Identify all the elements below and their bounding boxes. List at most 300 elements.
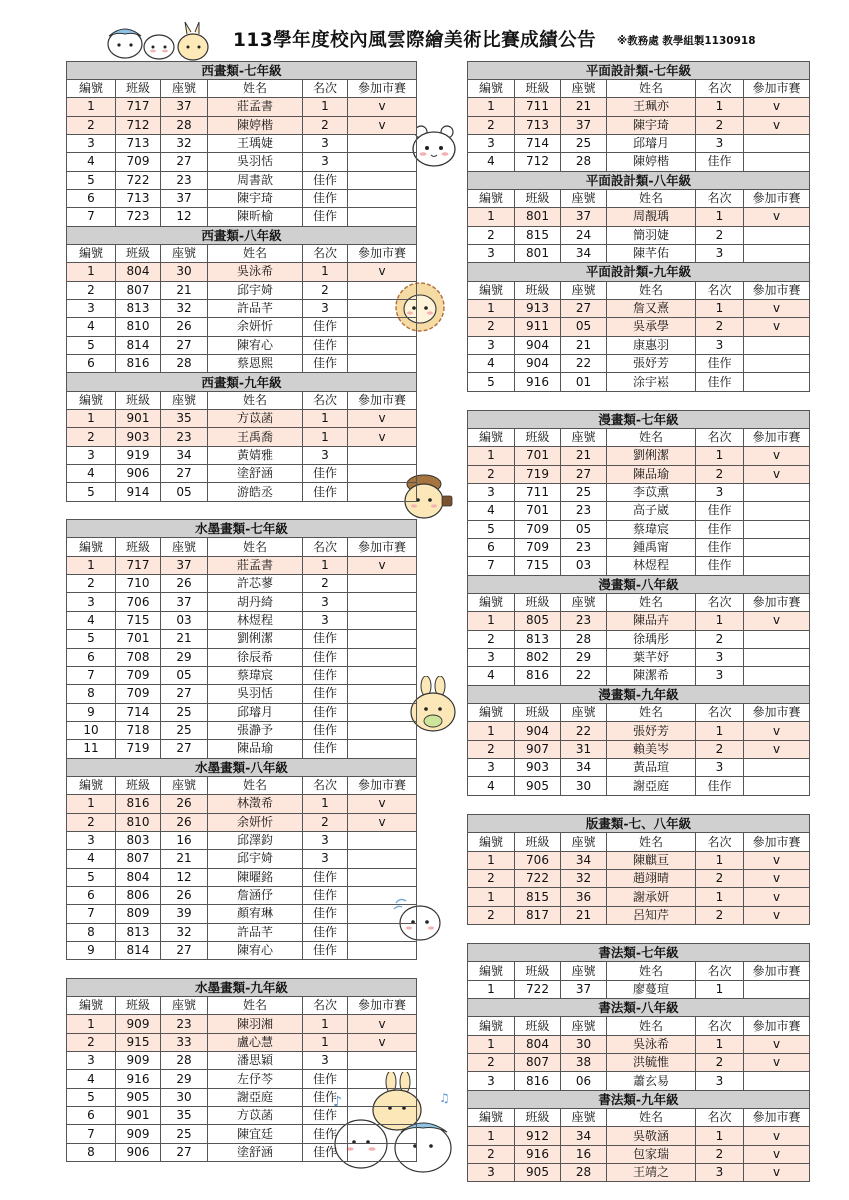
cell-city-contest xyxy=(744,1072,810,1090)
cell-name: 王瑀婕 xyxy=(208,134,303,152)
cell-number: 4 xyxy=(468,667,515,685)
cell-class: 701 xyxy=(515,447,561,465)
cell-class: 906 xyxy=(116,465,161,483)
cell-class: 919 xyxy=(116,446,161,464)
cell-rank: 3 xyxy=(303,299,348,317)
table-row xyxy=(67,336,417,354)
cell-rank: 1 xyxy=(303,98,348,116)
section-header-row xyxy=(468,263,810,281)
cell-class: 901 xyxy=(116,410,161,428)
cell-rank: 2 xyxy=(696,318,744,336)
cell-name: 姓名 xyxy=(607,281,696,299)
cell-city-contest xyxy=(744,226,810,244)
cell-city-contest: 參加市賽 xyxy=(744,593,810,611)
cell-class: 816 xyxy=(515,1072,561,1090)
cell-rank: 名次 xyxy=(696,962,744,980)
cell-city-contest xyxy=(744,483,810,501)
cell-number: 5 xyxy=(468,520,515,538)
cell-rank: 1 xyxy=(303,556,348,574)
cell-seat: 05 xyxy=(561,520,607,538)
cell-class: 802 xyxy=(515,648,561,666)
section-header-row xyxy=(468,815,810,833)
table-row xyxy=(468,1127,810,1145)
cell-name: 姓名 xyxy=(607,428,696,446)
cell-city-contest xyxy=(348,483,417,501)
cell-city-contest: v xyxy=(744,1164,810,1182)
table-row xyxy=(67,813,417,831)
table-row xyxy=(67,721,417,739)
cell-number: 3 xyxy=(67,299,116,317)
cell-city-contest xyxy=(348,721,417,739)
cell-seat: 26 xyxy=(161,575,208,593)
section-header-row xyxy=(468,944,810,962)
table-row xyxy=(468,226,810,244)
cell-city-contest xyxy=(348,923,417,941)
cell-name: 邱宇婍 xyxy=(208,850,303,868)
cell-class: 913 xyxy=(515,299,561,317)
cell-number: 5 xyxy=(67,171,116,189)
cell-number: 3 xyxy=(468,759,515,777)
cell-class: 815 xyxy=(515,226,561,244)
cell-name: 姓名 xyxy=(607,1017,696,1035)
cell-name: 林煜程 xyxy=(208,611,303,629)
cell-number: 1 xyxy=(468,447,515,465)
cell-rank: 1 xyxy=(303,263,348,281)
cell-class: 722 xyxy=(515,870,561,888)
cell-rank: 3 xyxy=(696,134,744,152)
cell-rank: 名次 xyxy=(696,428,744,446)
table-row xyxy=(67,611,417,629)
cell-name: 吳羽恬 xyxy=(208,153,303,171)
cell-number: 3 xyxy=(67,831,116,849)
cell-city-contest xyxy=(348,153,417,171)
cell-name: 張妤芳 xyxy=(607,722,696,740)
table-row xyxy=(67,281,417,299)
cell-name: 陳宇琦 xyxy=(607,116,696,134)
cell-name: 吳泳希 xyxy=(208,263,303,281)
cell-name: 周靚瑀 xyxy=(607,208,696,226)
cell-class: 816 xyxy=(116,355,161,373)
cell-rank: 2 xyxy=(696,870,744,888)
cell-city-contest xyxy=(348,611,417,629)
cell-number: 6 xyxy=(67,886,116,904)
cell-rank: 佳作 xyxy=(696,538,744,556)
cell-rank: 3 xyxy=(696,336,744,354)
cell-name: 洪毓惟 xyxy=(607,1054,696,1072)
cell-rank: 名次 xyxy=(303,997,348,1015)
table-row xyxy=(468,1054,810,1072)
cell-number: 2 xyxy=(468,226,515,244)
cell-seat: 座號 xyxy=(561,428,607,446)
cell-class: 722 xyxy=(515,980,561,998)
cell-number: 2 xyxy=(468,630,515,648)
cell-number: 4 xyxy=(468,502,515,520)
cell-rank: 1 xyxy=(696,888,744,906)
cell-class: 701 xyxy=(116,630,161,648)
cell-class: 722 xyxy=(116,171,161,189)
cell-number: 3 xyxy=(67,134,116,152)
cell-class: 905 xyxy=(515,777,561,795)
table-row xyxy=(468,906,810,924)
cell-number: 1 xyxy=(468,612,515,630)
cell-city-contest xyxy=(744,630,810,648)
cell-seat: 37 xyxy=(561,980,607,998)
cell-city-contest: 參加市賽 xyxy=(744,833,810,851)
cell-name: 陳曜銘 xyxy=(208,868,303,886)
cell-city-contest xyxy=(348,666,417,684)
section-title: 書法類-九年級 xyxy=(468,1090,810,1108)
cell-rank: 3 xyxy=(303,611,348,629)
cell-rank: 佳作 xyxy=(303,318,348,336)
cell-city-contest xyxy=(744,502,810,520)
cell-seat: 05 xyxy=(561,318,607,336)
cell-number: 2 xyxy=(67,813,116,831)
cell-number: 5 xyxy=(67,483,116,501)
cell-number: 2 xyxy=(468,870,515,888)
cell-class: 807 xyxy=(116,850,161,868)
cell-number: 3 xyxy=(468,1072,515,1090)
cell-number: 編號 xyxy=(468,189,515,207)
cell-seat: 座號 xyxy=(561,1109,607,1127)
cell-class: 810 xyxy=(116,813,161,831)
table-row xyxy=(468,465,810,483)
cell-name: 王禹喬 xyxy=(208,428,303,446)
cell-city-contest xyxy=(744,648,810,666)
table-row xyxy=(67,189,417,207)
cell-city-contest: v xyxy=(744,612,810,630)
cell-seat: 28 xyxy=(561,1164,607,1182)
cell-seat: 27 xyxy=(161,153,208,171)
table-row xyxy=(468,630,810,648)
cell-name: 陳宇琦 xyxy=(208,189,303,207)
cell-seat: 24 xyxy=(561,226,607,244)
cell-number: 2 xyxy=(67,575,116,593)
table-row xyxy=(468,134,810,152)
section-header-row xyxy=(468,410,810,428)
cell-seat: 35 xyxy=(161,1107,208,1125)
cell-class: 714 xyxy=(515,134,561,152)
table-row xyxy=(67,942,417,960)
cell-city-contest: 參加市賽 xyxy=(348,776,417,794)
cell-class: 709 xyxy=(116,153,161,171)
cell-name: 陳品瑜 xyxy=(208,740,303,758)
cell-number: 1 xyxy=(468,722,515,740)
cell-number: 5 xyxy=(67,868,116,886)
cell-name: 詹又熹 xyxy=(607,299,696,317)
cell-class: 719 xyxy=(515,465,561,483)
cell-name: 姓名 xyxy=(607,704,696,722)
column-header-row xyxy=(468,1017,810,1035)
cell-city-contest xyxy=(348,1125,417,1143)
table-row xyxy=(468,557,810,575)
cell-number: 5 xyxy=(67,1088,116,1106)
cell-class: 706 xyxy=(515,851,561,869)
cell-city-contest: v xyxy=(744,1054,810,1072)
cell-number: 9 xyxy=(67,942,116,960)
cell-number: 3 xyxy=(67,593,116,611)
cell-name: 陳宥心 xyxy=(208,942,303,960)
cell-rank: 2 xyxy=(696,465,744,483)
table-row xyxy=(67,1052,417,1070)
cell-seat: 座號 xyxy=(561,189,607,207)
cell-number: 4 xyxy=(468,355,515,373)
cell-number: 3 xyxy=(67,1052,116,1070)
cell-class: 905 xyxy=(116,1088,161,1106)
table-row xyxy=(67,208,417,226)
table-row xyxy=(468,851,810,869)
cell-city-contest: v xyxy=(348,410,417,428)
cell-seat: 21 xyxy=(161,630,208,648)
cell-city-contest: 參加市賽 xyxy=(744,79,810,97)
cell-city-contest: v xyxy=(744,1127,810,1145)
cell-rank: 佳作 xyxy=(303,1125,348,1143)
cell-name: 邱璿月 xyxy=(607,134,696,152)
cell-name: 高子崴 xyxy=(607,502,696,520)
section-header-row xyxy=(67,61,417,79)
cell-class: 915 xyxy=(116,1033,161,1051)
cell-class: 816 xyxy=(515,667,561,685)
cell-seat: 29 xyxy=(161,648,208,666)
cell-city-contest: 參加市賽 xyxy=(744,189,810,207)
cell-number: 4 xyxy=(67,1070,116,1088)
cell-class: 711 xyxy=(515,483,561,501)
cell-city-contest: v xyxy=(744,98,810,116)
page-subtitle: ※教務處 教學組製1130918 xyxy=(617,35,756,47)
cell-seat: 05 xyxy=(161,666,208,684)
cell-number: 4 xyxy=(67,611,116,629)
cell-number: 編號 xyxy=(468,704,515,722)
cell-name: 許品芊 xyxy=(208,299,303,317)
table-row xyxy=(468,667,810,685)
table-row xyxy=(468,355,810,373)
cell-name: 胡丹綺 xyxy=(208,593,303,611)
cell-class: 805 xyxy=(515,612,561,630)
cell-number: 2 xyxy=(67,281,116,299)
cell-number: 2 xyxy=(67,1033,116,1051)
cell-class: 814 xyxy=(116,336,161,354)
cell-name: 李苡熏 xyxy=(607,483,696,501)
cell-seat: 27 xyxy=(161,336,208,354)
cell-class: 804 xyxy=(116,868,161,886)
table-row xyxy=(468,740,810,758)
cell-city-contest: v xyxy=(348,556,417,574)
cell-city-contest: v xyxy=(348,428,417,446)
cell-rank: 1 xyxy=(696,208,744,226)
cell-seat: 23 xyxy=(561,612,607,630)
cell-class: 709 xyxy=(515,538,561,556)
cell-seat: 23 xyxy=(161,428,208,446)
cell-city-contest: 參加市賽 xyxy=(348,538,417,556)
cell-city-contest xyxy=(348,685,417,703)
cell-rank: 1 xyxy=(696,1127,744,1145)
cell-name: 蕭玄易 xyxy=(607,1072,696,1090)
table-row xyxy=(67,318,417,336)
cell-class: 801 xyxy=(515,208,561,226)
left-results-column xyxy=(66,61,417,1163)
cell-name: 邱宇婍 xyxy=(208,281,303,299)
cell-seat: 22 xyxy=(561,722,607,740)
column-header-row xyxy=(468,189,810,207)
table-row xyxy=(468,888,810,906)
cell-class: 班級 xyxy=(515,428,561,446)
cell-rank: 1 xyxy=(303,410,348,428)
cell-class: 804 xyxy=(515,1035,561,1053)
cell-seat: 32 xyxy=(161,299,208,317)
cell-number: 7 xyxy=(67,666,116,684)
cell-name: 張妤芳 xyxy=(607,355,696,373)
cell-rank: 佳作 xyxy=(303,1143,348,1161)
cell-name: 余妍忻 xyxy=(208,813,303,831)
cell-class: 714 xyxy=(116,703,161,721)
table-row xyxy=(67,868,417,886)
column-header-row xyxy=(468,281,810,299)
cell-seat: 34 xyxy=(161,446,208,464)
cell-rank: 1 xyxy=(696,851,744,869)
cell-seat: 34 xyxy=(561,1127,607,1145)
table-row xyxy=(67,263,417,281)
cell-number: 11 xyxy=(67,740,116,758)
cell-seat: 27 xyxy=(161,465,208,483)
cell-seat: 28 xyxy=(161,116,208,134)
graphic-design-results-table xyxy=(467,61,810,392)
cell-seat: 12 xyxy=(161,208,208,226)
cell-name: 吳敬涵 xyxy=(607,1127,696,1145)
section-header-row xyxy=(67,520,417,538)
cell-rank: 1 xyxy=(696,1035,744,1053)
table-row xyxy=(67,446,417,464)
spacer-row xyxy=(67,960,417,978)
table-row xyxy=(67,410,417,428)
cell-name: 涂宇崧 xyxy=(607,373,696,391)
cell-number: 編號 xyxy=(468,428,515,446)
cell-rank: 佳作 xyxy=(303,923,348,941)
cell-number: 2 xyxy=(468,318,515,336)
cell-name: 蔡瑋宸 xyxy=(208,666,303,684)
cell-class: 906 xyxy=(116,1143,161,1161)
section-title: 漫畫類-七年級 xyxy=(468,410,810,428)
cell-class: 916 xyxy=(116,1070,161,1088)
cell-number: 1 xyxy=(67,556,116,574)
cell-number: 1 xyxy=(67,410,116,428)
cell-class: 班級 xyxy=(515,1017,561,1035)
cell-rank: 佳作 xyxy=(303,905,348,923)
table-row xyxy=(468,1164,810,1182)
cell-number: 6 xyxy=(468,538,515,556)
cell-class: 723 xyxy=(116,208,161,226)
cell-name: 盧心慧 xyxy=(208,1033,303,1051)
cell-seat: 25 xyxy=(561,134,607,152)
cell-seat: 34 xyxy=(561,759,607,777)
cell-city-contest xyxy=(348,575,417,593)
cell-name: 潘思穎 xyxy=(208,1052,303,1070)
column-header-row xyxy=(468,833,810,851)
cell-rank: 名次 xyxy=(696,281,744,299)
cell-city-contest xyxy=(348,630,417,648)
cell-city-contest xyxy=(348,593,417,611)
cell-name: 陳宜廷 xyxy=(208,1125,303,1143)
cell-rank: 佳作 xyxy=(303,483,348,501)
cell-rank: 2 xyxy=(696,630,744,648)
cell-city-contest xyxy=(744,557,810,575)
spacer-cell xyxy=(67,960,417,978)
cell-class: 班級 xyxy=(116,997,161,1015)
table-row xyxy=(67,116,417,134)
cell-rank: 3 xyxy=(303,593,348,611)
cell-number: 編號 xyxy=(67,997,116,1015)
cell-name: 方苡菡 xyxy=(208,1107,303,1125)
cell-class: 806 xyxy=(116,886,161,904)
table-row xyxy=(67,740,417,758)
cell-class: 706 xyxy=(116,593,161,611)
cell-class: 903 xyxy=(116,428,161,446)
cell-rank: 佳作 xyxy=(303,703,348,721)
table-row xyxy=(67,703,417,721)
table-row xyxy=(67,648,417,666)
cell-number: 2 xyxy=(67,116,116,134)
cell-rank: 名次 xyxy=(303,538,348,556)
cell-class: 909 xyxy=(116,1052,161,1070)
cell-rank: 佳作 xyxy=(303,1107,348,1125)
cell-number: 編號 xyxy=(67,776,116,794)
cell-seat: 32 xyxy=(161,134,208,152)
cell-number: 4 xyxy=(468,777,515,795)
table-row xyxy=(67,923,417,941)
cell-number: 編號 xyxy=(468,79,515,97)
table-row xyxy=(67,886,417,904)
cell-name: 簡羽婕 xyxy=(607,226,696,244)
cell-name: 姓名 xyxy=(607,79,696,97)
cell-number: 7 xyxy=(67,905,116,923)
cell-rank: 2 xyxy=(696,1145,744,1163)
cell-seat: 21 xyxy=(561,447,607,465)
cell-city-contest xyxy=(744,373,810,391)
cell-city-contest: v xyxy=(348,795,417,813)
cell-number: 4 xyxy=(67,465,116,483)
cell-number: 編號 xyxy=(468,593,515,611)
cell-seat: 座號 xyxy=(561,593,607,611)
page-title: 113學年度校內風雲際繪美術比賽成績公告 xyxy=(233,30,597,51)
cell-city-contest xyxy=(348,648,417,666)
table-row xyxy=(67,1143,417,1161)
table-row xyxy=(468,1072,810,1090)
cell-class: 709 xyxy=(515,520,561,538)
cell-rank: 名次 xyxy=(303,79,348,97)
cell-class: 718 xyxy=(116,721,161,739)
cell-city-contest: v xyxy=(744,851,810,869)
column-header-row xyxy=(67,776,417,794)
cell-rank: 1 xyxy=(303,1015,348,1033)
table-row xyxy=(468,336,810,354)
cell-class: 810 xyxy=(116,318,161,336)
cell-city-contest xyxy=(348,1052,417,1070)
cell-rank: 3 xyxy=(303,153,348,171)
table-row xyxy=(67,465,417,483)
cell-class: 803 xyxy=(116,831,161,849)
cell-number: 3 xyxy=(468,134,515,152)
cell-rank: 佳作 xyxy=(303,868,348,886)
cell-number: 3 xyxy=(468,244,515,262)
cell-city-contest xyxy=(744,244,810,262)
section-header-row xyxy=(468,61,810,79)
cell-class: 班級 xyxy=(515,962,561,980)
cell-name: 蔡恩熙 xyxy=(208,355,303,373)
cell-city-contest xyxy=(348,465,417,483)
cell-seat: 28 xyxy=(161,1052,208,1070)
cell-city-contest: v xyxy=(744,1145,810,1163)
cell-city-contest: v xyxy=(348,98,417,116)
cell-city-contest: v xyxy=(348,263,417,281)
table-row xyxy=(67,299,417,317)
